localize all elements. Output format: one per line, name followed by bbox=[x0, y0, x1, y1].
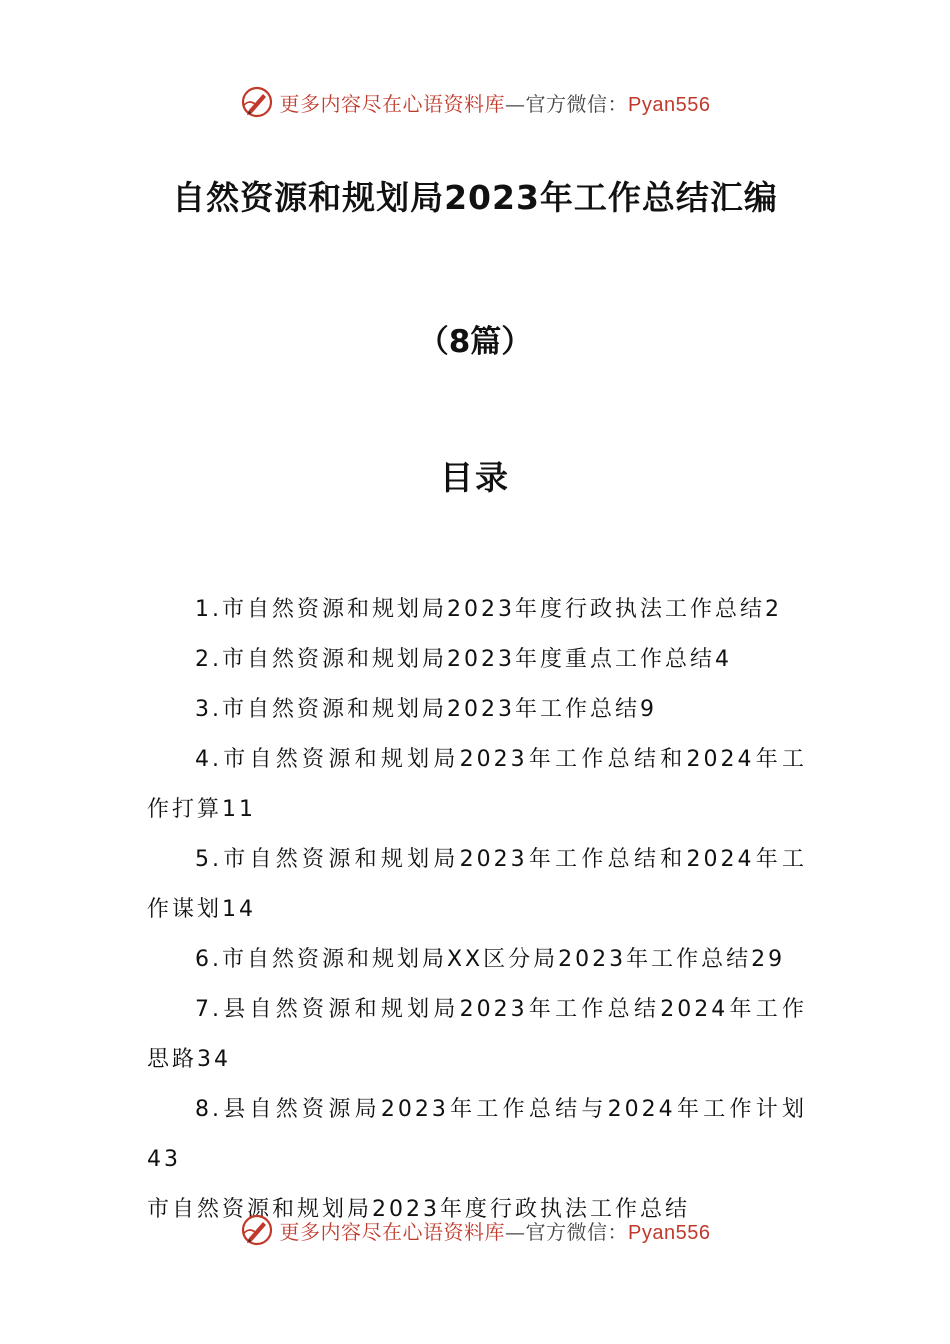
toc-item-1[interactable]: 1.市自然资源和规划局2023年度行政执法工作总结2 bbox=[195, 597, 782, 622]
header-watermark bbox=[0, 80, 950, 124]
toc-item-6[interactable]: 6.市自然资源和规划局XX区分局2023年工作总结29 bbox=[195, 947, 786, 972]
pen-logo-icon bbox=[240, 85, 274, 119]
toc-item-3[interactable]: 3.市自然资源和规划局2023年工作总结9 bbox=[195, 697, 657, 722]
watermark-text bbox=[280, 88, 711, 117]
watermark-wechat-id: Pyan556 bbox=[628, 93, 711, 116]
watermark-wechat-id: Pyan556 bbox=[628, 1221, 711, 1244]
toc-item-7[interactable]: 7.县自然资源和规划局2023年工作总结2024年工作思路34 bbox=[147, 997, 807, 1072]
document-title: 自然资源和规划局2023年工作总结汇编 bbox=[172, 178, 778, 217]
pen-logo-icon bbox=[240, 1213, 274, 1247]
toc-item-2[interactable]: 2.市自然资源和规划局2023年度重点工作总结4 bbox=[195, 647, 732, 672]
footer-watermark bbox=[0, 1208, 950, 1252]
toc-item-8[interactable]: 8.县自然资源局2023年工作总结与2024年工作计划43 bbox=[147, 1097, 807, 1172]
watermark-wechat-label: —官方微信： bbox=[505, 1219, 629, 1244]
watermark-wechat-label: —官方微信： bbox=[505, 91, 629, 116]
document-subtitle: （8篇） bbox=[417, 324, 533, 360]
watermark-brand: 更多内容尽在心语资料库 bbox=[279, 1219, 506, 1244]
watermark-brand: 更多内容尽在心语资料库 bbox=[279, 91, 506, 116]
toc-heading: 目录 bbox=[440, 458, 510, 497]
body-section-heading: 市自然资源和规划局2023年度行政执法工作总结 bbox=[147, 1197, 690, 1222]
watermark-text bbox=[280, 1216, 711, 1245]
table-of-contents bbox=[147, 585, 807, 1235]
toc-item-4[interactable]: 4.市自然资源和规划局2023年工作总结和2024年工作打算11 bbox=[147, 747, 807, 822]
toc-item-5[interactable]: 5.市自然资源和规划局2023年工作总结和2024年工作谋划14 bbox=[147, 847, 807, 922]
